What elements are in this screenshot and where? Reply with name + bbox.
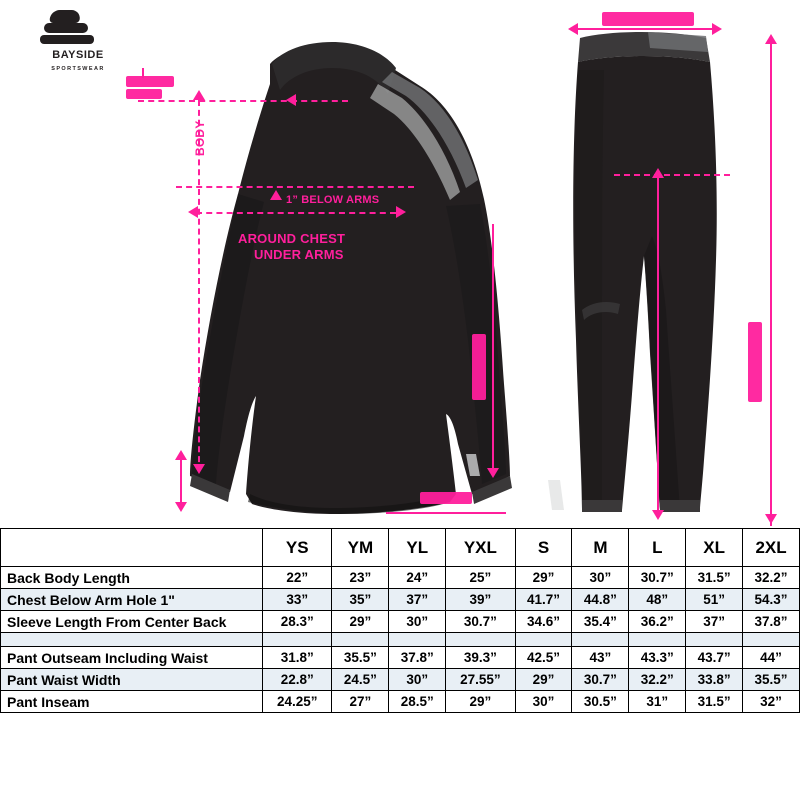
cell: 30.5” xyxy=(572,691,629,713)
center-back-top-guide xyxy=(138,100,348,102)
column-header-m: M xyxy=(572,529,629,567)
cell: 44.8” xyxy=(572,589,629,611)
column-header-blank xyxy=(1,529,263,567)
cell: 29” xyxy=(332,611,389,633)
cell: 39” xyxy=(446,589,515,611)
row-label: Sleeve Length From Center Back xyxy=(1,611,263,633)
cell: 31.8” xyxy=(263,647,332,669)
waist-width-guide xyxy=(576,28,716,30)
table-row xyxy=(1,647,800,669)
cell: 35.5” xyxy=(332,647,389,669)
table-row xyxy=(1,611,800,633)
cell: 29” xyxy=(515,567,572,589)
sleeve-bracket-right xyxy=(492,224,494,474)
cell xyxy=(446,633,515,647)
hem-guide xyxy=(386,512,506,514)
cell: 43.7” xyxy=(686,647,743,669)
below-arms-arrow xyxy=(270,190,282,200)
cell: 30” xyxy=(515,691,572,713)
cell: 24” xyxy=(389,567,446,589)
cell: 30” xyxy=(389,611,446,633)
inseam-arrow-down xyxy=(652,510,664,520)
sleeve-arrow-down-right xyxy=(487,468,499,478)
pants-svg xyxy=(520,10,790,525)
outseam-arrow-down xyxy=(765,514,777,524)
cell: 31.5” xyxy=(686,567,743,589)
crotch-guide xyxy=(614,174,730,176)
cell: 42.5” xyxy=(515,647,572,669)
column-header-ys: YS xyxy=(263,529,332,567)
row-label: Pant Inseam xyxy=(1,691,263,713)
sleeve-side-label-blurred xyxy=(472,334,486,400)
inseam-arrow-up xyxy=(652,168,664,178)
body-length-label: BODY xyxy=(193,120,207,156)
sleeve-length-label-blurred-2 xyxy=(126,89,162,99)
row-label: Chest Below Arm Hole 1" xyxy=(1,589,263,611)
cell xyxy=(743,633,800,647)
cell: 39.3” xyxy=(446,647,515,669)
cell: 32.2” xyxy=(629,669,686,691)
cell: 27.55” xyxy=(446,669,515,691)
cell xyxy=(572,633,629,647)
brand-name: BAYSIDE xyxy=(52,49,104,61)
cell: 30.7” xyxy=(572,669,629,691)
table-row xyxy=(1,691,800,713)
cell: 44” xyxy=(743,647,800,669)
cell: 33.8” xyxy=(686,669,743,691)
sleeve-length-tick xyxy=(142,68,144,78)
cell: 22” xyxy=(263,567,332,589)
cell: 35” xyxy=(332,589,389,611)
row-label: Back Body Length xyxy=(1,567,263,589)
cuff-bracket-left xyxy=(180,460,182,508)
cell: 31.5” xyxy=(686,691,743,713)
cell: 35.5” xyxy=(743,669,800,691)
cell: 35.4” xyxy=(572,611,629,633)
outseam-arrow-up xyxy=(765,34,777,44)
below-arms-guide xyxy=(176,186,414,188)
cell: 30” xyxy=(389,669,446,691)
table-row xyxy=(1,669,800,691)
cell: 22.8” xyxy=(263,669,332,691)
row-label: Pant Waist Width xyxy=(1,669,263,691)
table-body xyxy=(1,567,800,713)
below-arms-label: 1” BELOW ARMS xyxy=(286,194,380,206)
cell xyxy=(629,633,686,647)
body-length-arrow-up xyxy=(193,90,205,100)
cell: 54.3” xyxy=(743,589,800,611)
table-header xyxy=(1,529,800,567)
size-chart-table xyxy=(0,528,800,713)
column-header-2xl: 2XL xyxy=(743,529,800,567)
sleeve-length-label-blurred xyxy=(126,76,174,87)
column-header-yxl: YXL xyxy=(446,529,515,567)
inseam-guide xyxy=(657,178,659,518)
row-label: Pant Outseam Including Waist xyxy=(1,647,263,669)
center-back-top-arrow xyxy=(286,94,296,106)
cell: 30” xyxy=(572,567,629,589)
jacket-illustration xyxy=(120,24,520,524)
around-chest-guide xyxy=(196,212,396,214)
waist-width-label-blurred xyxy=(602,12,694,26)
cell xyxy=(263,633,332,647)
cell: 51” xyxy=(686,589,743,611)
column-header-s: S xyxy=(515,529,572,567)
cell: 24.25” xyxy=(263,691,332,713)
cell: 48” xyxy=(629,589,686,611)
cell: 30.7” xyxy=(629,567,686,589)
around-chest-arrow-right xyxy=(396,206,406,218)
row-label xyxy=(1,633,263,647)
around-chest-arrow-left xyxy=(188,206,198,218)
jacket-svg xyxy=(120,24,520,524)
cell: 37” xyxy=(389,589,446,611)
table-row xyxy=(1,567,800,589)
cell: 29” xyxy=(446,691,515,713)
brand-tagline: SPORTSWEAR xyxy=(51,65,105,72)
cell: 41.7” xyxy=(515,589,572,611)
around-chest-label-line2: UNDER ARMS xyxy=(254,247,344,262)
cell: 32” xyxy=(743,691,800,713)
cuff-arrow-down-left xyxy=(175,502,187,512)
cell: 43” xyxy=(572,647,629,669)
cell: 34.6” xyxy=(515,611,572,633)
column-header-xl: XL xyxy=(686,529,743,567)
cuff-arrow-up-left xyxy=(175,450,187,460)
around-chest-label-line1: AROUND CHEST xyxy=(238,231,346,246)
outseam-label-blurred xyxy=(748,322,762,402)
cell: 29” xyxy=(515,669,572,691)
cell: 36.2” xyxy=(629,611,686,633)
outseam-guide xyxy=(770,44,772,526)
stacked-bars-logo-icon xyxy=(40,8,94,48)
cell: 27” xyxy=(332,691,389,713)
cell: 28.5” xyxy=(389,691,446,713)
cell xyxy=(332,633,389,647)
cell xyxy=(686,633,743,647)
column-header-l: L xyxy=(629,529,686,567)
cell: 33” xyxy=(263,589,332,611)
cell: 43.3” xyxy=(629,647,686,669)
column-header-yl: YL xyxy=(389,529,446,567)
cell: 28.3” xyxy=(263,611,332,633)
cell: 24.5” xyxy=(332,669,389,691)
cell: 30.7” xyxy=(446,611,515,633)
cell: 25” xyxy=(446,567,515,589)
cell: 31” xyxy=(629,691,686,713)
cell: 23” xyxy=(332,567,389,589)
table-header-row xyxy=(1,529,800,567)
waist-width-arrow-right xyxy=(712,23,722,35)
cell xyxy=(515,633,572,647)
cell: 37.8” xyxy=(743,611,800,633)
column-header-ym: YM xyxy=(332,529,389,567)
waist-width-arrow-left xyxy=(568,23,578,35)
cell: 37.8” xyxy=(389,647,446,669)
table-spacer-row xyxy=(1,633,800,647)
cell: 32.2” xyxy=(743,567,800,589)
hem-label-blurred xyxy=(420,492,472,504)
table-row xyxy=(1,589,800,611)
pants-illustration xyxy=(520,10,790,525)
cell xyxy=(389,633,446,647)
cell: 37” xyxy=(686,611,743,633)
body-length-arrow-down xyxy=(193,464,205,474)
